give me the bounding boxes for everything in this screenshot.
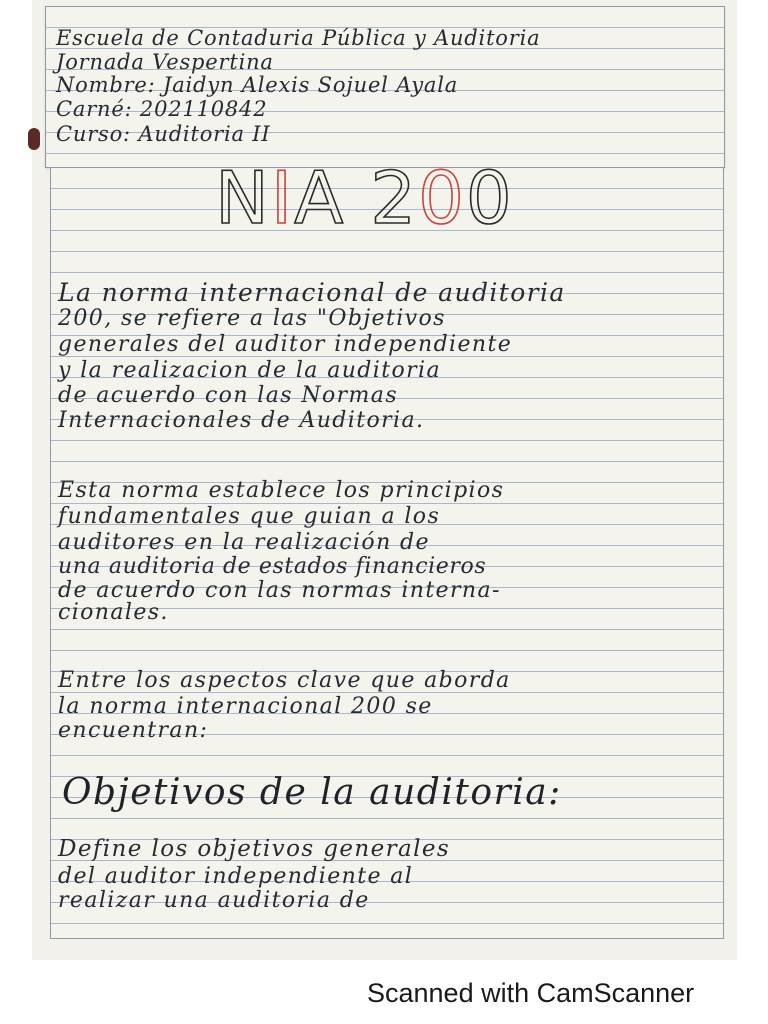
paragraph4-line: del auditor independiente al bbox=[58, 864, 414, 889]
header-schedule: Jornada Vespertina bbox=[56, 50, 274, 74]
header-course: Curso: Auditoria II bbox=[56, 122, 271, 146]
paragraph2-line: de acuerdo con las normas interna- bbox=[58, 578, 501, 603]
title-char: 0 bbox=[465, 156, 514, 240]
paragraph2-line: cionales. bbox=[58, 600, 169, 625]
title-char: A bbox=[294, 156, 346, 240]
paragraph1-line: 200, se refiere a las "Objetivos bbox=[58, 306, 446, 331]
title-char: 0 bbox=[418, 156, 466, 240]
header-student-name: Nombre: Jaidyn Alexis Sojuel Ayala bbox=[56, 73, 459, 97]
paragraph2-line: Esta norma establece los principios bbox=[58, 478, 505, 503]
section-heading: Objetivos de la auditoria: bbox=[62, 772, 562, 813]
paragraph3-line: Entre los aspectos clave que aborda bbox=[58, 668, 511, 693]
header-carne: Carné: 202110842 bbox=[56, 97, 268, 121]
paragraph3-line: la norma internacional 200 se bbox=[58, 694, 433, 719]
header-school: Escuela de Contaduria Pública y Auditoria bbox=[56, 26, 541, 50]
paragraph3-line: encuentran: bbox=[58, 718, 209, 743]
paragraph2-line: una auditoria de estados financieros bbox=[58, 554, 487, 579]
paragraph1-line: de acuerdo con las Normas bbox=[58, 383, 399, 408]
paragraph2-line: auditores en la realización de bbox=[58, 530, 430, 555]
title-char: 2 bbox=[370, 156, 419, 240]
paragraph4-line: realizar una auditoria de bbox=[58, 888, 370, 913]
paragraph1-line: y la realizacion de la auditoria bbox=[58, 358, 441, 383]
title-char bbox=[345, 156, 370, 240]
paragraph1-line: Internacionales de Auditoria. bbox=[58, 408, 425, 433]
paragraph2-line: fundamentales que guian a los bbox=[58, 504, 441, 529]
binder-clip-mark bbox=[28, 128, 40, 150]
title-char: I bbox=[270, 156, 295, 240]
paragraph1-line: generales del auditor independiente bbox=[58, 332, 513, 357]
page-title bbox=[215, 156, 514, 240]
paragraph1-line: La norma internacional de auditoria bbox=[58, 278, 566, 307]
scanner-watermark: Scanned with CamScanner bbox=[367, 978, 695, 1008]
paragraph4-line: Define los objetivos generales bbox=[58, 836, 451, 862]
title-char: N bbox=[215, 156, 271, 240]
